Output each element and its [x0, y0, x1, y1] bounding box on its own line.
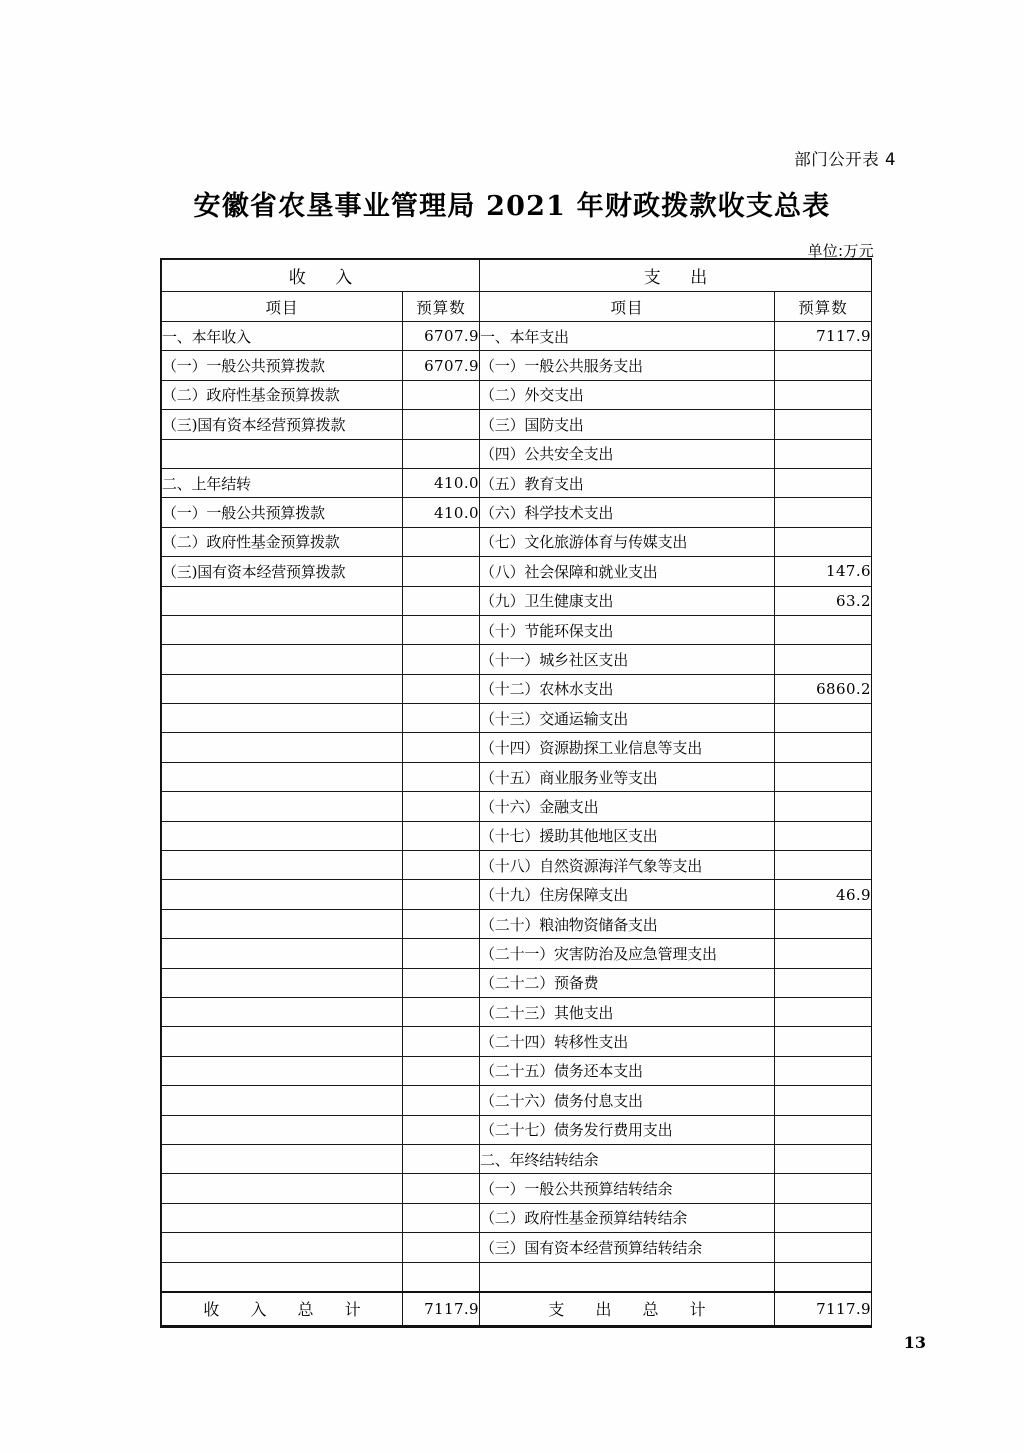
revenue-item-cell	[162, 645, 403, 674]
expenditure-item-cell	[480, 1262, 775, 1292]
expenditure-item-cell: （五）教育支出	[480, 468, 775, 497]
revenue-item-cell	[162, 880, 403, 909]
expenditure-item-cell: （十一）城乡社区支出	[480, 645, 775, 674]
revenue-amount-cell	[403, 1262, 480, 1292]
revenue-amount-cell	[403, 733, 480, 762]
expenditure-amount-cell: 46.9	[775, 880, 872, 909]
table-row	[162, 939, 872, 968]
revenue-amount-cell	[403, 1115, 480, 1144]
revenue-item-cell	[162, 1086, 403, 1115]
expenditure-amount-cell	[775, 733, 872, 762]
revenue-item-cell: （一）一般公共预算拨款	[162, 498, 403, 527]
revenue-item-cell: （三)国有资本经营预算拨款	[162, 557, 403, 586]
revenue-item-cell	[162, 939, 403, 968]
table-row	[162, 1203, 872, 1232]
expenditure-amount-cell: 63.2	[775, 586, 872, 615]
expenditure-item-cell: （二十七）债务发行费用支出	[480, 1115, 775, 1144]
revenue-item-cell	[162, 704, 403, 733]
table-row	[162, 821, 872, 850]
revenue-amount-cell	[403, 997, 480, 1026]
table-row	[162, 851, 872, 880]
revenue-item-cell	[162, 1233, 403, 1262]
expenditure-amount-cell	[775, 468, 872, 497]
revenue-item-cell	[162, 1115, 403, 1144]
revenue-amount-cell	[403, 1144, 480, 1173]
table-row	[162, 351, 872, 380]
page-number: 13	[903, 1333, 926, 1352]
revenue-item-cell	[162, 997, 403, 1026]
expenditure-total-label: 支 出 总 计	[480, 1292, 775, 1326]
revenue-item-cell	[162, 1203, 403, 1232]
expenditure-item-cell: （二十二）预备费	[480, 968, 775, 997]
revenue-item-cell	[162, 1027, 403, 1056]
column-header-row	[162, 292, 872, 322]
expenditure-item-cell: （九）卫生健康支出	[480, 586, 775, 615]
table-row	[162, 1144, 872, 1173]
expenditure-amount-cell	[775, 1115, 872, 1144]
table-row	[162, 1115, 872, 1144]
expenditure-amount-cell	[775, 792, 872, 821]
column-header-revenue-amount: 预算数	[403, 292, 480, 322]
totals-row	[162, 1292, 872, 1326]
revenue-amount-cell	[403, 851, 480, 880]
revenue-amount-cell	[403, 792, 480, 821]
expenditure-amount-cell	[775, 1144, 872, 1173]
revenue-item-cell	[162, 821, 403, 850]
revenue-item-cell	[162, 909, 403, 938]
expenditure-item-cell: （十九）住房保障支出	[480, 880, 775, 909]
revenue-amount-cell: 410.0	[403, 498, 480, 527]
revenue-amount-cell	[403, 1027, 480, 1056]
table-row	[162, 704, 872, 733]
revenue-item-cell	[162, 1262, 403, 1292]
expenditure-amount-cell	[775, 997, 872, 1026]
expenditure-item-cell: （一）一般公共服务支出	[480, 351, 775, 380]
revenue-amount-cell	[403, 1233, 480, 1262]
table-row	[162, 557, 872, 586]
expenditure-amount-cell	[775, 439, 872, 468]
table-body	[162, 322, 872, 1292]
revenue-amount-cell	[403, 557, 480, 586]
revenue-amount-cell	[403, 939, 480, 968]
table-row	[162, 968, 872, 997]
expenditure-amount-cell	[775, 704, 872, 733]
expenditure-item-cell: （七）文化旅游体育与传媒支出	[480, 527, 775, 556]
revenue-amount-cell	[403, 674, 480, 703]
expenditure-item-cell: （一）一般公共预算结转结余	[480, 1174, 775, 1203]
revenue-amount-cell	[403, 880, 480, 909]
expenditure-amount-cell: 7117.9	[775, 322, 872, 351]
revenue-amount-cell: 410.0	[403, 468, 480, 497]
revenue-item-cell: （一）一般公共预算拨款	[162, 351, 403, 380]
table-footer	[162, 1292, 872, 1326]
expenditure-item-cell: （十四）资源勘探工业信息等支出	[480, 733, 775, 762]
sheet-label: 部门公开表 4	[794, 150, 896, 169]
column-header-revenue-item: 项目	[162, 292, 403, 322]
expenditure-item-cell: （三）国有资本经营预算结转结余	[480, 1233, 775, 1262]
section-header-revenue: 收 入	[162, 260, 480, 292]
revenue-item-cell: 一、本年收入	[162, 322, 403, 351]
revenue-amount-cell	[403, 1056, 480, 1085]
revenue-amount-cell	[403, 439, 480, 468]
expenditure-amount-cell	[775, 1233, 872, 1262]
expenditure-amount-cell: 147.6	[775, 557, 872, 586]
expenditure-item-cell: （六）科学技术支出	[480, 498, 775, 527]
table-row	[162, 322, 872, 351]
revenue-amount-cell: 6707.9	[403, 351, 480, 380]
revenue-amount-cell	[403, 821, 480, 850]
revenue-amount-cell	[403, 762, 480, 791]
expenditure-amount-cell	[775, 351, 872, 380]
expenditure-item-cell: （二十四）转移性支出	[480, 1027, 775, 1056]
table-row	[162, 1233, 872, 1262]
expenditure-amount-cell	[775, 615, 872, 644]
revenue-item-cell: （二）政府性基金预算拨款	[162, 380, 403, 409]
expenditure-item-cell: 二、年终结转结余	[480, 1144, 775, 1173]
expenditure-item-cell: （二十）粮油物资储备支出	[480, 909, 775, 938]
revenue-item-cell	[162, 1144, 403, 1173]
revenue-item-cell	[162, 968, 403, 997]
revenue-amount-cell	[403, 909, 480, 938]
revenue-amount-cell	[403, 645, 480, 674]
expenditure-item-cell: （十五）商业服务业等支出	[480, 762, 775, 791]
table-row	[162, 645, 872, 674]
revenue-total-label: 收 入 总 计	[162, 1292, 403, 1326]
expenditure-item-cell: （十）节能环保支出	[480, 615, 775, 644]
table-row	[162, 674, 872, 703]
revenue-item-cell	[162, 439, 403, 468]
revenue-item-cell: 二、上年结转	[162, 468, 403, 497]
table-row	[162, 586, 872, 615]
section-header-expenditure: 支 出	[480, 260, 872, 292]
revenue-item-cell	[162, 792, 403, 821]
expenditure-amount-cell	[775, 1056, 872, 1085]
expenditure-item-cell: （四）公共安全支出	[480, 439, 775, 468]
table-row	[162, 615, 872, 644]
section-header-row	[162, 260, 872, 292]
page-title: 安徽省农垦事业管理局 2021 年财政拨款收支总表	[193, 191, 831, 222]
revenue-item-cell	[162, 1056, 403, 1085]
expenditure-amount-cell	[775, 821, 872, 850]
revenue-amount-cell	[403, 1086, 480, 1115]
table-row	[162, 380, 872, 409]
expenditure-item-cell: （二十五）债务还本支出	[480, 1056, 775, 1085]
expenditure-amount-cell	[775, 1203, 872, 1232]
expenditure-total-amount: 7117.9	[775, 1292, 872, 1326]
revenue-amount-cell	[403, 968, 480, 997]
table-row	[162, 997, 872, 1026]
expenditure-amount-cell	[775, 1262, 872, 1292]
table-row	[162, 410, 872, 439]
expenditure-amount-cell	[775, 851, 872, 880]
expenditure-item-cell: （二十一）灾害防治及应急管理支出	[480, 939, 775, 968]
table-row	[162, 1086, 872, 1115]
expenditure-amount-cell	[775, 527, 872, 556]
expenditure-amount-cell	[775, 1086, 872, 1115]
expenditure-item-cell: （十六）金融支出	[480, 792, 775, 821]
expenditure-amount-cell	[775, 410, 872, 439]
revenue-item-cell: （三)国有资本经营预算拨款	[162, 410, 403, 439]
expenditure-item-cell: （三）国防支出	[480, 410, 775, 439]
table-header	[162, 260, 872, 322]
revenue-item-cell	[162, 615, 403, 644]
table-row	[162, 468, 872, 497]
revenue-amount-cell	[403, 527, 480, 556]
column-header-expenditure-amount: 预算数	[775, 292, 872, 322]
expenditure-item-cell: （十三）交通运输支出	[480, 704, 775, 733]
revenue-amount-cell	[403, 1203, 480, 1232]
expenditure-item-cell: （二）政府性基金预算结转结余	[480, 1203, 775, 1232]
revenue-amount-cell	[403, 586, 480, 615]
unit-label: 单位:万元	[807, 242, 874, 260]
revenue-item-cell	[162, 586, 403, 615]
revenue-amount-cell	[403, 1174, 480, 1203]
revenue-amount-cell	[403, 410, 480, 439]
expenditure-amount-cell	[775, 1027, 872, 1056]
expenditure-item-cell: （二十六）债务付息支出	[480, 1086, 775, 1115]
revenue-amount-cell	[403, 380, 480, 409]
expenditure-item-cell: （十二）农林水支出	[480, 674, 775, 703]
budget-table-container	[161, 259, 871, 1327]
table-row	[162, 762, 872, 791]
budget-table	[161, 259, 872, 1327]
expenditure-item-cell: （十八）自然资源海洋气象等支出	[480, 851, 775, 880]
table-row	[162, 792, 872, 821]
table-row	[162, 880, 872, 909]
table-row	[162, 733, 872, 762]
revenue-item-cell	[162, 851, 403, 880]
expenditure-amount-cell	[775, 380, 872, 409]
table-row	[162, 1262, 872, 1292]
expenditure-amount-cell	[775, 645, 872, 674]
revenue-item-cell	[162, 1174, 403, 1203]
table-row	[162, 1027, 872, 1056]
table-row	[162, 498, 872, 527]
revenue-amount-cell: 6707.9	[403, 322, 480, 351]
revenue-item-cell	[162, 674, 403, 703]
revenue-total-amount: 7117.9	[403, 1292, 480, 1326]
column-header-expenditure-item: 项目	[480, 292, 775, 322]
expenditure-amount-cell	[775, 939, 872, 968]
expenditure-item-cell: （二十三）其他支出	[480, 997, 775, 1026]
revenue-item-cell: （二）政府性基金预算拨款	[162, 527, 403, 556]
expenditure-item-cell: （八）社会保障和就业支出	[480, 557, 775, 586]
revenue-item-cell	[162, 762, 403, 791]
expenditure-amount-cell	[775, 968, 872, 997]
expenditure-item-cell: （二）外交支出	[480, 380, 775, 409]
table-row	[162, 1174, 872, 1203]
expenditure-amount-cell	[775, 498, 872, 527]
expenditure-item-cell: （十七）援助其他地区支出	[480, 821, 775, 850]
revenue-amount-cell	[403, 615, 480, 644]
revenue-amount-cell	[403, 704, 480, 733]
expenditure-amount-cell	[775, 762, 872, 791]
table-row	[162, 527, 872, 556]
table-row	[162, 909, 872, 938]
revenue-item-cell	[162, 733, 403, 762]
expenditure-amount-cell	[775, 909, 872, 938]
expenditure-amount-cell	[775, 1174, 872, 1203]
expenditure-amount-cell: 6860.2	[775, 674, 872, 703]
table-row	[162, 439, 872, 468]
table-row	[162, 1056, 872, 1085]
expenditure-item-cell: 一、本年支出	[480, 322, 775, 351]
